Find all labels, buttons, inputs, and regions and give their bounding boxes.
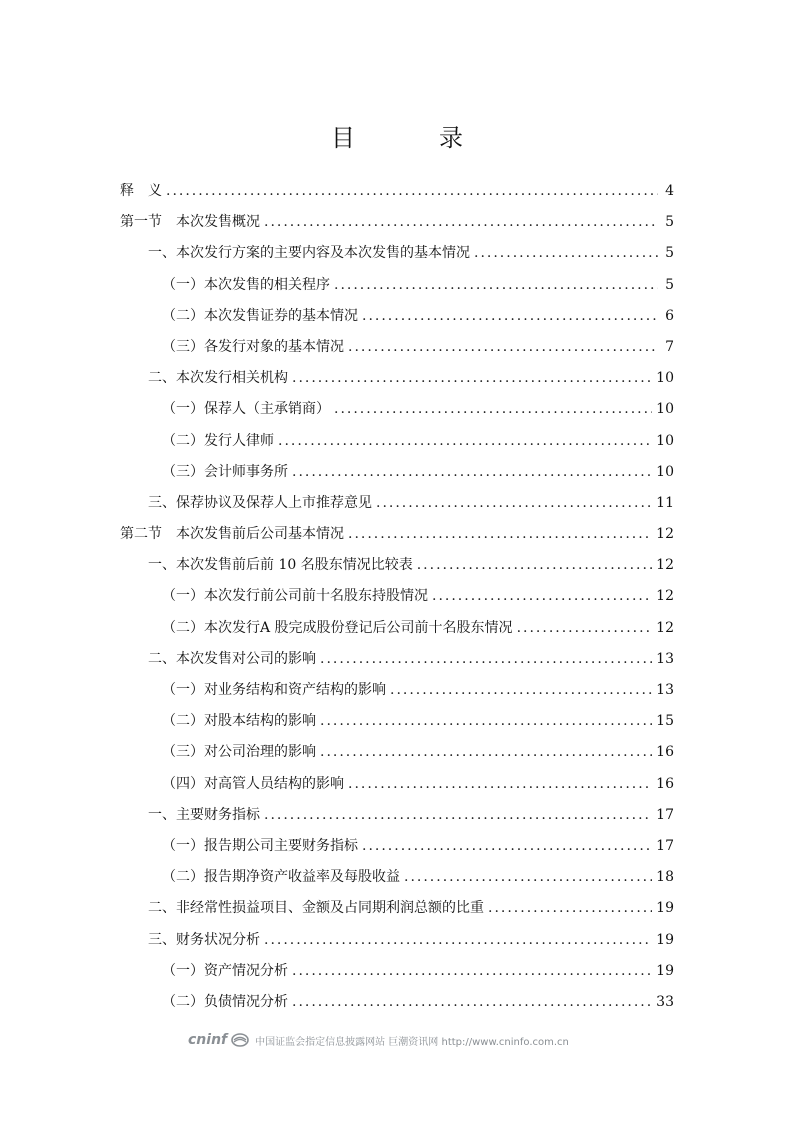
toc-entry-page-number: 17	[656, 837, 674, 854]
toc-entry-label: （二）负债情况分析	[162, 993, 288, 1010]
toc-entry-page-number: 19	[656, 931, 674, 948]
toc-entry[interactable]	[120, 679, 674, 710]
toc-entry[interactable]	[120, 648, 674, 679]
toc-entry-label: （二）发行人律师	[162, 432, 274, 449]
toc-entry-label: （四）对高管人员结构的影响	[162, 775, 344, 792]
toc-leader-dots	[432, 588, 652, 604]
toc-leader-dots	[488, 900, 652, 916]
toc-entry-label: （一）对业务结构和资产结构的影响	[162, 682, 386, 698]
toc-entry-page-number: 19	[656, 900, 674, 917]
toc-entry[interactable]	[120, 305, 674, 336]
toc-leader-dots	[362, 308, 658, 324]
toc-entry-page-number: 12	[656, 557, 674, 574]
toc-entry[interactable]	[120, 430, 674, 461]
toc-entry-label: 二、本次发行相关机构	[148, 370, 288, 387]
toc-leader-dots	[292, 370, 652, 386]
toc-entry-label: （二）对股本结构的影响	[162, 713, 316, 730]
toc-entry[interactable]	[120, 274, 674, 305]
toc-entry-page-number: 5	[665, 245, 674, 262]
toc-entry-page-number: 19	[656, 962, 674, 979]
toc-entry-label: （一）保荐人（主承销商）	[162, 401, 330, 418]
toc-entry-page-number: 17	[656, 806, 674, 823]
toc-entry[interactable]	[120, 398, 674, 429]
toc-leader-dots	[348, 776, 652, 792]
cninfo-logo-icon	[231, 1033, 249, 1047]
toc-entry-page-number: 10	[656, 463, 674, 480]
toc-entry-page-number: 7	[665, 338, 674, 355]
toc-entry-page-number: 5	[665, 214, 674, 231]
toc-leader-dots	[404, 869, 652, 885]
toc-entry[interactable]	[120, 897, 674, 928]
toc-entry[interactable]	[120, 180, 674, 211]
toc-entry-label: （二）本次发行A 股完成股份登记后公司前十名股东情况	[162, 619, 513, 636]
toc-leader-dots	[292, 994, 652, 1010]
toc-entry-label: 二、非经常性损益项目、金额及占同期利润总额的比重	[148, 900, 484, 917]
toc-leader-dots	[278, 433, 652, 449]
toc-entry-page-number: 10	[656, 432, 674, 449]
toc-entry-label: （三）各发行对象的基本情况	[162, 338, 344, 355]
toc-entry-page-number: 12	[656, 526, 674, 543]
toc-entry-page-number: 13	[656, 682, 674, 698]
toc-entry-label: （二）报告期净资产收益率及每股收益	[162, 869, 400, 886]
toc-entry[interactable]	[120, 367, 674, 398]
toc-entry-label: （一）报告期公司主要财务指标	[162, 837, 358, 854]
toc-entry-page-number: 10	[656, 401, 674, 418]
toc-entry-label: 第二节 本次发售前后公司基本情况	[120, 526, 344, 543]
toc-entry-label: （一）资产情况分析	[162, 962, 288, 979]
toc-entry-page-number: 18	[656, 869, 674, 886]
toc-leader-dots	[166, 183, 658, 199]
toc-entry-page-number: 13	[656, 650, 674, 667]
toc-entry[interactable]	[120, 585, 674, 616]
toc-entry[interactable]	[120, 960, 674, 991]
toc-entry-page-number: 15	[656, 713, 674, 730]
toc-leader-dots	[474, 245, 658, 261]
toc-leader-dots	[320, 713, 652, 729]
toc-leader-dots	[292, 464, 652, 480]
toc-leader-dots	[264, 214, 658, 230]
toc-entry[interactable]	[120, 710, 674, 741]
toc-entry-page-number: 11	[656, 494, 674, 511]
toc-leader-dots	[292, 963, 652, 979]
toc-entry-label: （二）本次发售证券的基本情况	[162, 307, 358, 324]
toc-leader-dots	[376, 495, 652, 511]
toc-entry[interactable]	[120, 991, 674, 1022]
footer-logo-text: cninf	[188, 1032, 228, 1048]
toc-entry-label: 第一节 本次发售概况	[120, 214, 260, 231]
toc-entry[interactable]	[120, 866, 674, 897]
toc-entry-page-number: 16	[656, 744, 674, 761]
toc-entry-label: 二、本次发售对公司的影响	[148, 650, 316, 667]
toc-leader-dots	[390, 682, 652, 698]
toc-entry[interactable]	[120, 336, 674, 367]
toc-leader-dots	[320, 744, 652, 760]
toc-leader-dots	[264, 807, 652, 823]
toc-entry-label: 三、保荐协议及保荐人上市推荐意见	[148, 494, 372, 511]
toc-entry-label: 释 义	[120, 183, 162, 199]
toc-leader-dots	[517, 620, 653, 636]
toc-entry-page-number: 4	[665, 183, 674, 199]
page-title: 目 录	[331, 124, 493, 152]
toc-leader-dots	[362, 838, 652, 854]
toc-entry-label: （一）本次发售的相关程序	[162, 276, 330, 293]
toc-entry-page-number: 16	[656, 775, 674, 792]
toc-entry[interactable]	[120, 554, 674, 585]
toc-entry-page-number: 12	[656, 619, 674, 636]
toc-entry-label: （三）会计师事务所	[162, 463, 288, 480]
toc-entry-label: 一、主要财务指标	[148, 806, 260, 823]
toc-entry-label: 一、本次发售前后前 10 名股东情况比较表	[148, 557, 413, 574]
toc-entry-label: 三、财务状况分析	[148, 931, 260, 948]
toc-entry[interactable]	[120, 804, 674, 835]
toc-leader-dots	[348, 526, 652, 542]
footer	[188, 1030, 608, 1050]
toc-leader-dots	[334, 277, 658, 293]
toc-entry[interactable]	[120, 835, 674, 866]
toc-entry-label: （三）对公司治理的影响	[162, 744, 316, 761]
toc-entry[interactable]	[120, 461, 674, 492]
toc-entry[interactable]	[120, 929, 674, 960]
toc-entry-page-number: 12	[656, 588, 674, 605]
toc-entry-label: （一）本次发行前公司前十名股东持股情况	[162, 588, 428, 605]
toc-entry-page-number: 6	[665, 307, 674, 324]
toc-leader-dots	[348, 339, 658, 355]
table-of-contents	[120, 180, 674, 1022]
toc-entry-page-number: 10	[656, 370, 674, 387]
toc-leader-dots	[264, 932, 652, 948]
toc-entry[interactable]	[120, 242, 674, 273]
toc-entry[interactable]	[120, 741, 674, 772]
toc-leader-dots	[320, 651, 652, 667]
footer-text: 中国证监会指定信息披露网站 巨潮资讯网 http://www.cninfo.com.cn	[255, 1036, 569, 1048]
toc-entry[interactable]	[120, 523, 674, 554]
toc-entry-label: 一、本次发行方案的主要内容及本次发售的基本情况	[148, 245, 470, 262]
toc-entry[interactable]	[120, 211, 674, 242]
toc-entry[interactable]	[120, 492, 674, 523]
toc-leader-dots	[417, 557, 652, 573]
toc-entry-page-number: 5	[665, 276, 674, 293]
toc-entry-page-number: 33	[656, 993, 674, 1010]
toc-entry[interactable]	[120, 617, 674, 648]
toc-entry[interactable]	[120, 773, 674, 804]
toc-leader-dots	[334, 401, 652, 417]
